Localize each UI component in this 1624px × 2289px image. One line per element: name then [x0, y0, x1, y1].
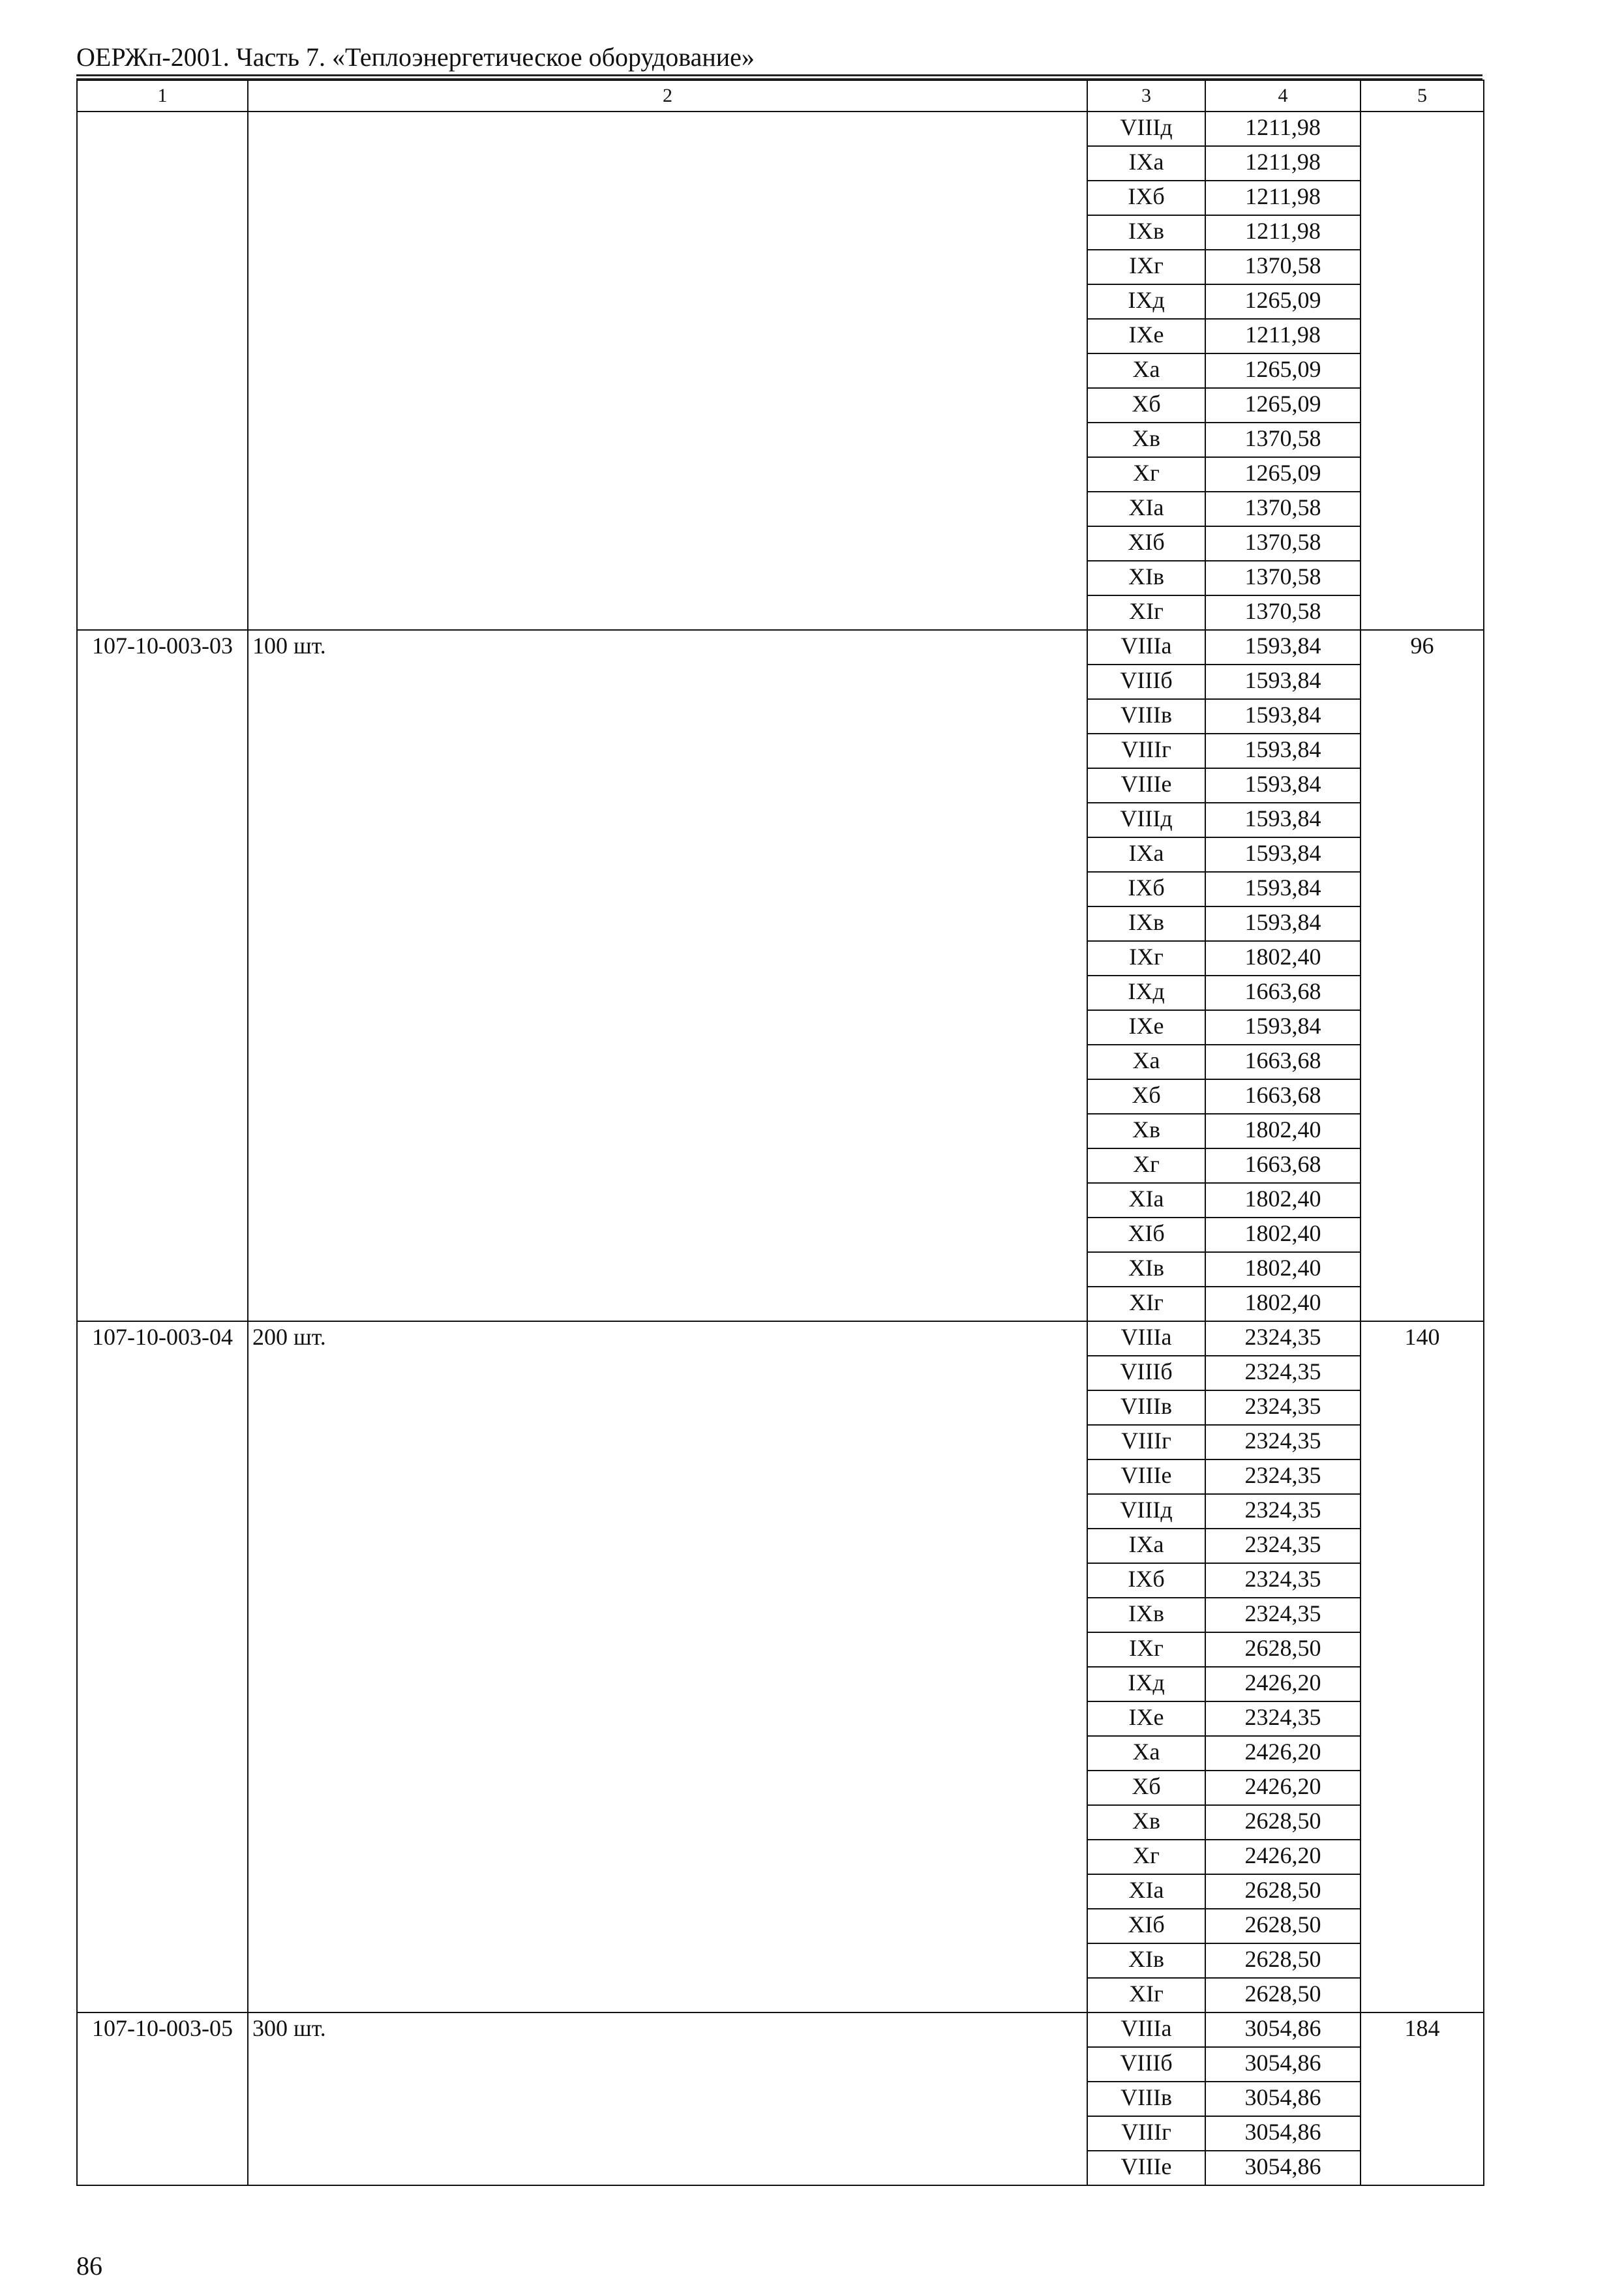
zone-cell: IXб [1087, 1563, 1205, 1598]
item-description: 100 шт. [248, 630, 1087, 1321]
price-cell: 1370,58 [1205, 492, 1361, 526]
price-cell: 1802,40 [1205, 941, 1361, 976]
zone-cell: VIIIб [1087, 2047, 1205, 2082]
table-row [77, 630, 1484, 665]
column-header-3: 3 [1087, 80, 1205, 112]
item-code: 107-10-003-03 [77, 630, 248, 1321]
column-number-row [77, 80, 1484, 112]
price-cell: 1211,98 [1205, 215, 1361, 250]
zone-cell: VIIIе [1087, 768, 1205, 803]
price-cell: 1211,98 [1205, 146, 1361, 181]
price-cell: 1663,68 [1205, 1045, 1361, 1079]
zone-cell: VIIIa [1087, 2012, 1205, 2047]
zone-cell: IXб [1087, 181, 1205, 215]
zone-cell: VIIIв [1087, 699, 1205, 734]
price-cell: 1265,09 [1205, 353, 1361, 388]
price-cell: 2324,35 [1205, 1321, 1361, 1356]
price-cell: 2628,50 [1205, 1805, 1361, 1840]
zone-cell: XIг [1087, 1978, 1205, 2012]
zone-cell: Xб [1087, 1771, 1205, 1805]
zone-cell: XIг [1087, 595, 1205, 630]
zone-cell: Xa [1087, 1736, 1205, 1771]
price-cell: 2324,35 [1205, 1356, 1361, 1390]
price-cell: 1802,40 [1205, 1114, 1361, 1148]
zone-cell: XIa [1087, 1183, 1205, 1218]
zone-cell: VIIIв [1087, 2082, 1205, 2116]
price-cell: 1211,98 [1205, 181, 1361, 215]
price-cell: 2324,35 [1205, 1390, 1361, 1425]
price-cell: 1370,58 [1205, 526, 1361, 561]
zone-cell: Xг [1087, 457, 1205, 492]
price-cell: 2324,35 [1205, 1529, 1361, 1563]
column-header-1: 1 [77, 80, 248, 112]
table-row [77, 112, 1484, 146]
price-cell: 1593,84 [1205, 837, 1361, 872]
item-description: 200 шт. [248, 1321, 1087, 2012]
price-cell: 3054,86 [1205, 2047, 1361, 2082]
price-cell: 1593,84 [1205, 734, 1361, 768]
column-header-4: 4 [1205, 80, 1361, 112]
price-cell: 1265,09 [1205, 457, 1361, 492]
zone-cell: Xв [1087, 423, 1205, 457]
price-cell: 2426,20 [1205, 1667, 1361, 1701]
price-cell: 2324,35 [1205, 1494, 1361, 1529]
price-cell: 1663,68 [1205, 976, 1361, 1010]
item-code [77, 112, 248, 630]
zone-cell: IXб [1087, 872, 1205, 906]
price-cell: 1211,98 [1205, 112, 1361, 146]
price-cell: 2628,50 [1205, 1632, 1361, 1667]
zone-cell: VIIIa [1087, 1321, 1205, 1356]
price-cell: 1802,40 [1205, 1252, 1361, 1287]
zone-cell: XIв [1087, 1252, 1205, 1287]
zone-cell: IXв [1087, 906, 1205, 941]
table-body [77, 112, 1484, 2185]
price-cell: 1370,58 [1205, 250, 1361, 284]
item-description [248, 112, 1087, 630]
item-value-col5 [1361, 112, 1484, 630]
zone-cell: VIIIе [1087, 2151, 1205, 2185]
price-cell: 2628,50 [1205, 1978, 1361, 2012]
price-cell: 3054,86 [1205, 2082, 1361, 2116]
zone-cell: IXе [1087, 1701, 1205, 1736]
price-cell: 1593,84 [1205, 699, 1361, 734]
price-cell: 1663,68 [1205, 1148, 1361, 1183]
running-header: ОЕРЖп-2001. Часть 7. «Теплоэнергетическое оборудование» [76, 42, 755, 72]
price-cell: 1593,84 [1205, 630, 1361, 665]
zone-cell: IXг [1087, 250, 1205, 284]
zone-cell: XIв [1087, 1943, 1205, 1978]
zone-cell: XIa [1087, 1874, 1205, 1909]
zone-cell: IXa [1087, 1529, 1205, 1563]
price-cell: 1593,84 [1205, 872, 1361, 906]
column-header-5: 5 [1361, 80, 1484, 112]
zone-cell: VIIIa [1087, 630, 1205, 665]
item-description: 300 шт. [248, 2012, 1087, 2185]
zone-cell: VIIIд [1087, 112, 1205, 146]
price-cell: 1802,40 [1205, 1287, 1361, 1321]
zone-cell: VIIIг [1087, 1425, 1205, 1459]
price-cell: 1663,68 [1205, 1079, 1361, 1114]
price-table [76, 80, 1484, 2186]
price-cell: 2628,50 [1205, 1943, 1361, 1978]
page-number: 86 [76, 2251, 102, 2281]
price-cell: 2426,20 [1205, 1840, 1361, 1874]
price-cell: 2324,35 [1205, 1563, 1361, 1598]
price-cell: 2426,20 [1205, 1771, 1361, 1805]
zone-cell: Xг [1087, 1840, 1205, 1874]
price-cell: 2324,35 [1205, 1701, 1361, 1736]
item-code: 107-10-003-04 [77, 1321, 248, 2012]
zone-cell: Xa [1087, 353, 1205, 388]
zone-cell: VIIIб [1087, 665, 1205, 699]
price-cell: 1370,58 [1205, 561, 1361, 595]
price-cell: 1593,84 [1205, 665, 1361, 699]
zone-cell: VIIIг [1087, 2116, 1205, 2151]
zone-cell: IXд [1087, 1667, 1205, 1701]
zone-cell: IXд [1087, 976, 1205, 1010]
zone-cell: IXa [1087, 837, 1205, 872]
zone-cell: XIб [1087, 1218, 1205, 1252]
zone-cell: Xв [1087, 1114, 1205, 1148]
item-value-col5: 140 [1361, 1321, 1484, 2012]
item-value-col5: 184 [1361, 2012, 1484, 2185]
price-cell: 1370,58 [1205, 595, 1361, 630]
zone-cell: IXг [1087, 1632, 1205, 1667]
price-cell: 2324,35 [1205, 1598, 1361, 1632]
price-cell: 3054,86 [1205, 2151, 1361, 2185]
price-cell: 2426,20 [1205, 1736, 1361, 1771]
zone-cell: VIIIг [1087, 734, 1205, 768]
zone-cell: VIIIе [1087, 1459, 1205, 1494]
price-cell: 2324,35 [1205, 1425, 1361, 1459]
price-cell: 3054,86 [1205, 2012, 1361, 2047]
column-header-2: 2 [248, 80, 1087, 112]
price-cell: 1802,40 [1205, 1218, 1361, 1252]
zone-cell: XIб [1087, 1909, 1205, 1943]
zone-cell: VIIIб [1087, 1356, 1205, 1390]
zone-cell: XIб [1087, 526, 1205, 561]
zone-cell: Xб [1087, 388, 1205, 423]
zone-cell: IXе [1087, 319, 1205, 353]
zone-cell: VIIIд [1087, 1494, 1205, 1529]
header-rule [76, 74, 1482, 76]
zone-cell: IXв [1087, 1598, 1205, 1632]
zone-cell: IXa [1087, 146, 1205, 181]
zone-cell: Xa [1087, 1045, 1205, 1079]
item-value-col5: 96 [1361, 630, 1484, 1321]
zone-cell: IXв [1087, 215, 1205, 250]
price-cell: 1802,40 [1205, 1183, 1361, 1218]
zone-cell: XIв [1087, 561, 1205, 595]
price-cell: 1593,84 [1205, 768, 1361, 803]
zone-cell: IXд [1087, 284, 1205, 319]
zone-cell: IXг [1087, 941, 1205, 976]
price-cell: 1593,84 [1205, 1010, 1361, 1045]
price-cell: 1370,58 [1205, 423, 1361, 457]
table-row [77, 2012, 1484, 2047]
price-cell: 1265,09 [1205, 284, 1361, 319]
price-cell: 3054,86 [1205, 2116, 1361, 2151]
zone-cell: VIIIд [1087, 803, 1205, 837]
price-cell: 2324,35 [1205, 1459, 1361, 1494]
price-cell: 1211,98 [1205, 319, 1361, 353]
price-cell: 2628,50 [1205, 1874, 1361, 1909]
zone-cell: XIг [1087, 1287, 1205, 1321]
zone-cell: XIa [1087, 492, 1205, 526]
zone-cell: VIIIв [1087, 1390, 1205, 1425]
price-cell: 1593,84 [1205, 803, 1361, 837]
table-row [77, 1321, 1484, 1356]
price-cell: 1265,09 [1205, 388, 1361, 423]
item-code: 107-10-003-05 [77, 2012, 248, 2185]
zone-cell: Xг [1087, 1148, 1205, 1183]
zone-cell: Xв [1087, 1805, 1205, 1840]
price-cell: 2628,50 [1205, 1909, 1361, 1943]
zone-cell: IXе [1087, 1010, 1205, 1045]
price-cell: 1593,84 [1205, 906, 1361, 941]
zone-cell: Xб [1087, 1079, 1205, 1114]
